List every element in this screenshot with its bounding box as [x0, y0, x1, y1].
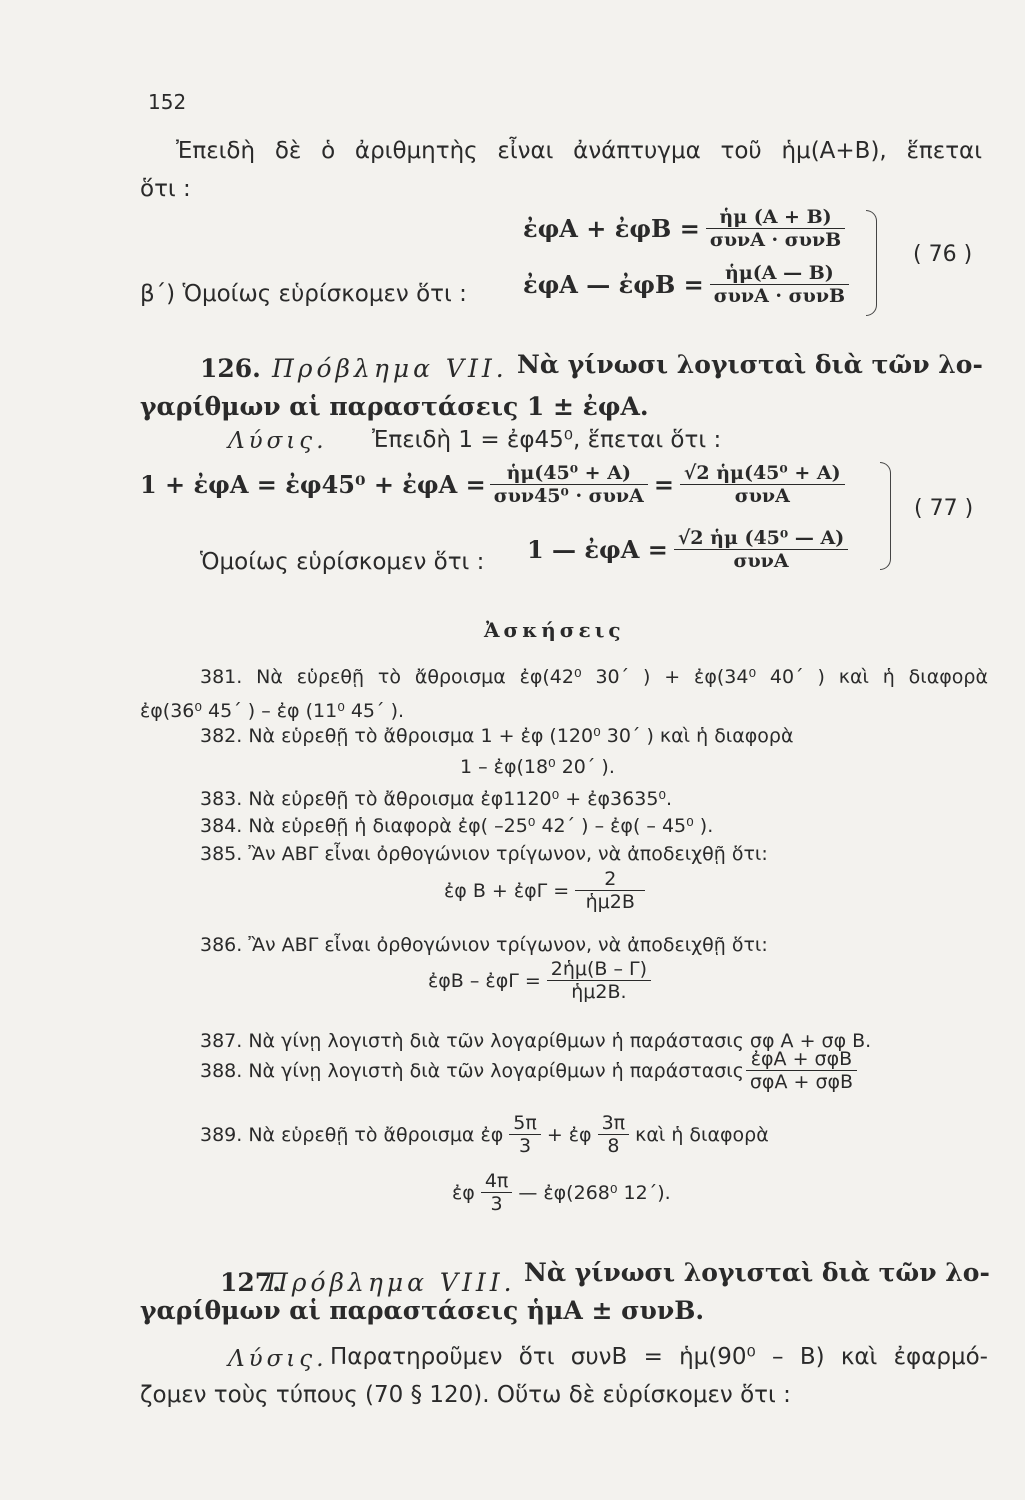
exercise-381-line-2: ἐφ(36⁰ 45΄ ) – ἐφ (11⁰ 45΄ ). [140, 700, 405, 722]
problem-126-number: 126. [200, 354, 261, 383]
problem-126-lysis-label: Λύσις. [228, 428, 328, 454]
exercise-389: 389. Νὰ εὑρεθῇ τὸ ἄθροισμα ἐφ [200, 1123, 504, 1146]
problem-127-text-1: Νὰ γίνωσι λογισταὶ διὰ τῶν λο- [524, 1258, 990, 1287]
exercise-386-den: ἡμ2Β. [571, 981, 627, 1003]
eq77-equals: = [653, 470, 674, 499]
eq76-brace [866, 210, 877, 316]
problem-126-text-1: Νὰ γίνωσι λογισταὶ διὰ τῶν λο- [517, 350, 983, 379]
exercise-389-end: καὶ ἡ διαφορὰ [635, 1123, 769, 1146]
eq77-den-1: συν45⁰ · συνΑ [493, 485, 644, 507]
exercise-385: 385. Ἂν ΑΒΓ εἶναι ὀρθογώνιον τρίγωνον, νὰ ἀποδειχθῇ ὅτι: [200, 843, 768, 865]
exercise-382-line-2: 1 – ἐφ(18⁰ 20΄ ). [460, 756, 615, 778]
exercise-388: 388. Νὰ γίνῃ λογιστὴ διὰ τῶν λογαρίθμων ἡ παράστασις [200, 1059, 744, 1082]
eq77-fraction-2 [680, 462, 845, 507]
exercise-386-num: 2ἡμ(Β – Γ) [547, 958, 651, 981]
eq77-tag: ( 77 ) [914, 496, 974, 521]
exercise-385-fraction [575, 868, 645, 913]
exercise-389-f1-num: 5π [509, 1112, 541, 1135]
eq77-den-2: συνΑ [734, 485, 790, 507]
exercise-386: 386. Ἂν ΑΒΓ εἶναι ὀρθογώνιον τρίγωνον, νὰ ἀποδειχθῇ ὅτι: [200, 934, 768, 956]
exercise-385-num: 2 [575, 868, 645, 891]
eq76-num-2: ἡμ(Α — Β) [710, 262, 849, 285]
exercise-389b-num: 4π [481, 1170, 513, 1193]
exercise-389b-pre: ἐφ [452, 1181, 475, 1204]
exercise-388-row [200, 1048, 857, 1093]
eq76-den-1: συνΑ · συνΒ [709, 229, 842, 251]
exercise-389-line-2 [452, 1170, 671, 1215]
eq77-num-3: √2 ἡμ (45⁰ — Α) [674, 527, 848, 550]
eq76-num-1: ἡμ (Α + Β) [706, 206, 845, 229]
eq77-den-3: συνΑ [733, 550, 789, 572]
problem-127-lysis-label: Λύσις. [228, 1346, 328, 1372]
exercise-388-fraction [746, 1048, 857, 1093]
eq77-brace [880, 462, 891, 570]
eq77-left-2: 1 — ἐφΑ = [527, 535, 668, 564]
exercise-382-line-1: 382. Νὰ εὑρεθῇ τὸ ἄθροισμα 1 + ἐφ (120⁰ 30΄ ) καὶ ἡ διαφορὰ [200, 725, 794, 747]
exercise-386-left: ἐφΒ – ἐφΓ = [428, 969, 541, 992]
exercise-388-den: σφΑ + σφΒ [749, 1071, 854, 1093]
exercise-389-f2-den: 8 [607, 1135, 620, 1157]
page-number: 152 [148, 90, 187, 114]
problem-127-lysis-text-1: Παρατηροῦμεν ὅτι συνΒ = ἡμ(90⁰ – Β) καὶ ἐφαρμό- [330, 1344, 988, 1370]
eq77-left-1: 1 + ἐφΑ = ἐφ45⁰ + ἐφΑ = [140, 470, 486, 499]
exercise-384: 384. Νὰ εὑρεθῇ ἡ διαφορὰ ἐφ( –25⁰ 42΄ ) – ἐφ( – 45⁰ ). [200, 815, 714, 837]
exercise-389-fraction-1 [509, 1112, 541, 1157]
exercise-389-f1-den: 3 [519, 1135, 532, 1157]
exercise-386-formula [428, 958, 651, 1003]
exercise-389b-fraction [481, 1170, 513, 1215]
eq76-tag: ( 76 ) [913, 242, 973, 267]
eq76-left-2: ἐφΑ — ἐφΒ = [523, 270, 704, 299]
eq77-fraction-3 [674, 527, 848, 572]
eq77-num-2: √2 ἡμ(45⁰ + Α) [680, 462, 845, 485]
problem-126-text-2: γαρίθμων αἱ παραστάσεις 1 ± ἐφΑ. [140, 392, 649, 421]
exercise-389b-end: — ἐφ(268⁰ 12΄). [518, 1181, 671, 1204]
exercise-385-formula [444, 868, 645, 913]
eq76-left-1: ἐφΑ + ἐφΒ = [523, 214, 700, 243]
exercise-389-fraction-2 [598, 1112, 630, 1157]
eq76-fraction-1 [706, 206, 845, 251]
exercise-385-left: ἐφ Β + ἐφΓ = [444, 879, 570, 902]
intro-line-1: Ἐπειδὴ δὲ ὁ ἀριθμητὴς εἶναι ἀνάπτυγμα τοῦ ἡμ(Α+Β), ἕπεται [176, 138, 982, 164]
exercise-388-num: ἐφΑ + σφΒ [746, 1048, 857, 1071]
problem-127-number: 127. [220, 1268, 281, 1297]
intro-line-2: ὅτι : [140, 176, 191, 202]
exercise-389-f2-num: 3π [598, 1112, 630, 1135]
eq76-fraction-2 [710, 262, 849, 307]
exercise-381-line-1: 381. Νὰ εὑρεθῇ τὸ ἄθροισμα ἐφ(42⁰ 30΄ ) + ἐφ(34⁰ 40΄ ) καὶ ἡ διαφορὰ [200, 666, 988, 688]
exercises-heading: Ἀσκήσεις [484, 618, 625, 642]
eq76-beta-label: β΄) Ὁμοίως εὑρίσκομεν ὅτι : [140, 281, 467, 307]
eq77-fraction-1 [490, 462, 648, 507]
problem-126-title: Πρόβλημα VII. [272, 354, 508, 383]
eq76-den-2: συνΑ · συνΒ [713, 285, 846, 307]
exercise-386-fraction [547, 958, 651, 1003]
problem-126-lysis-text: Ἐπειδὴ 1 = ἐφ45⁰, ἕπεται ὅτι : [372, 427, 722, 453]
exercise-389b-den: 3 [490, 1193, 503, 1215]
exercise-385-den: ἡμ2Β [585, 891, 635, 913]
problem-127-title: Πρόβλημα VIII. [266, 1268, 516, 1297]
eq77-label-2: Ὁμοίως εὑρίσκομεν ὅτι : [200, 549, 485, 575]
exercise-389-row [200, 1112, 769, 1157]
exercise-383: 383. Νὰ εὑρεθῇ τὸ ἄθροισμα ἐφ1120⁰ + ἐφ3635⁰. [200, 788, 673, 810]
problem-127-text-2: γαρίθμων αἱ παραστάσεις ἡμΑ ± συνΒ. [140, 1296, 705, 1325]
eq77-num-1: ἡμ(45⁰ + Α) [490, 462, 648, 485]
exercise-389-mid: + ἐφ [546, 1123, 592, 1146]
problem-127-lysis-text-2: ζομεν τοὺς τύπους (70 § 120). Οὕτω δὲ εὑρίσκομεν ὅτι : [140, 1382, 791, 1408]
exercise-387: 387. Νὰ γίνῃ λογιστὴ διὰ τῶν λογαρίθμων ἡ παράστασις σφ Α + σφ Β. [200, 1030, 872, 1052]
